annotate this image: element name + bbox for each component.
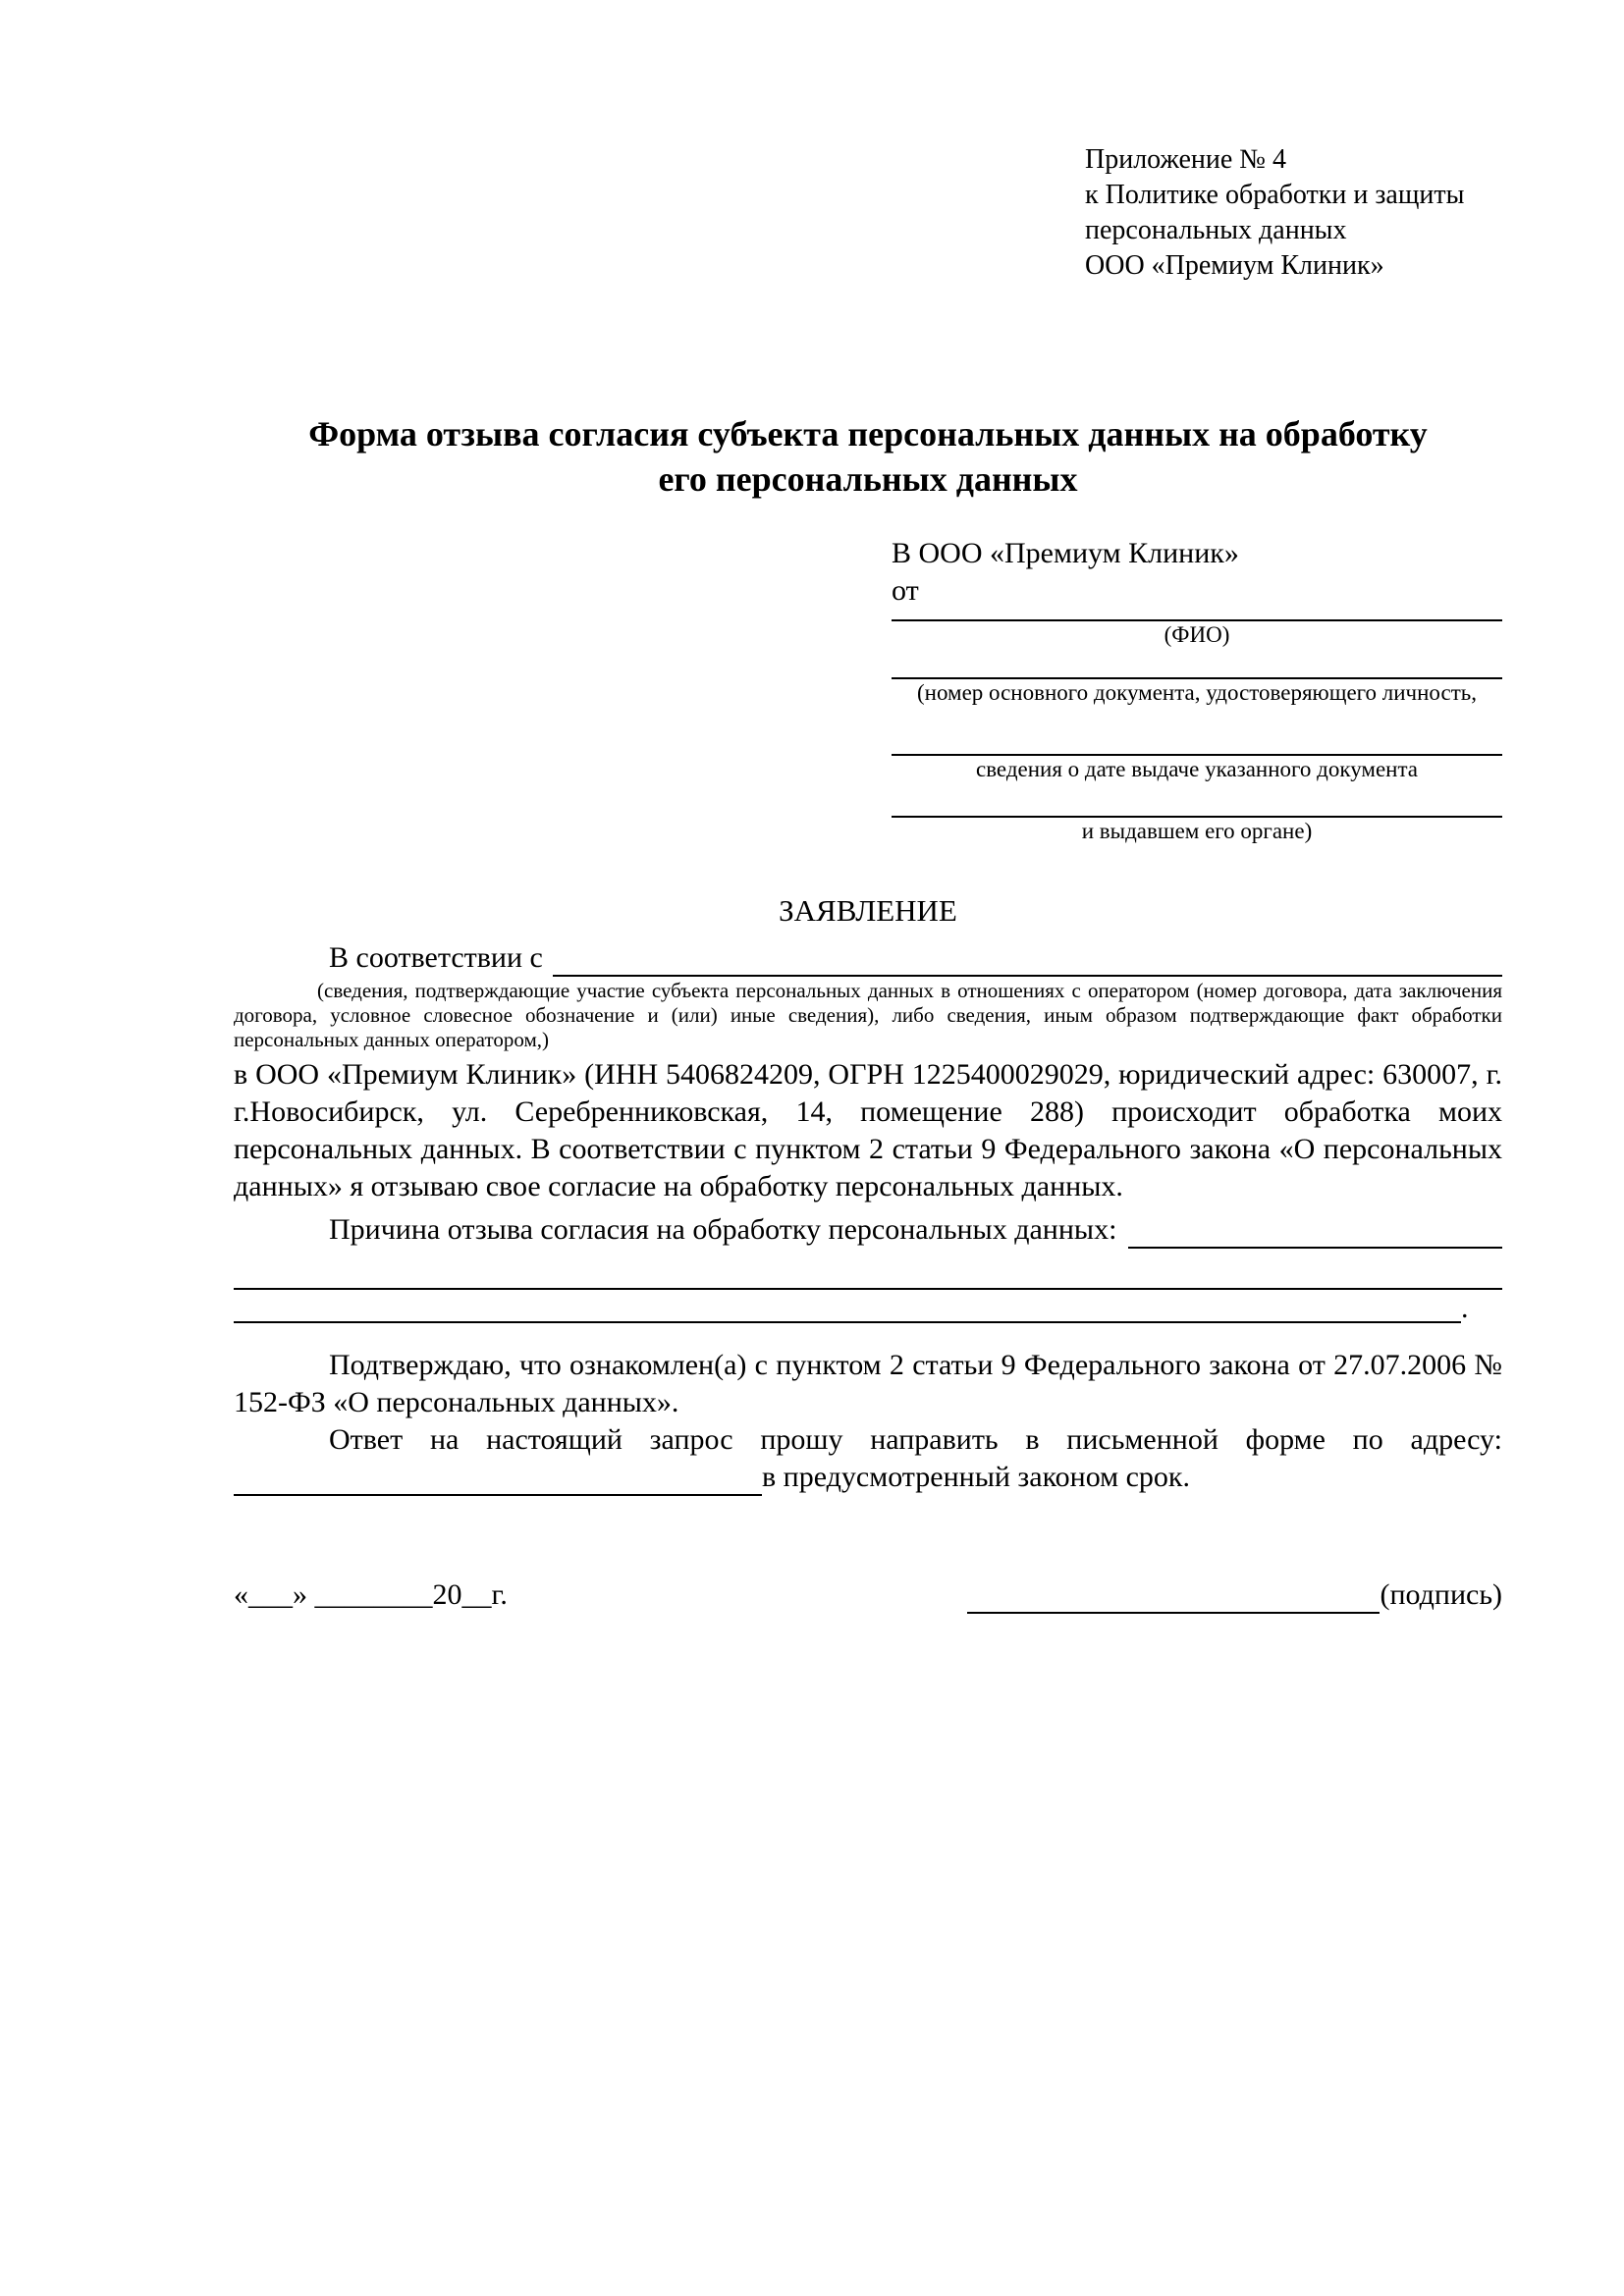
appendix-line: Приложение № 4 (1085, 144, 1286, 175)
reason-write-line-3 (234, 1290, 1502, 1323)
doc-date-write-line (892, 707, 1502, 756)
address-write-line (234, 1459, 762, 1496)
fio-write-line (892, 610, 1502, 621)
date-field: «___» ________20__г. (234, 1578, 508, 1611)
doc-number-caption: (номер основного документа, удостоверяющего личность, (916, 680, 1477, 705)
confirmation-paragraph: Подтверждаю, что ознакомлен(а) с пунктом 2 статьи 9 Федерального закона от 27.07.2006 № 152-ФЗ «О персональных данных». (234, 1349, 1502, 1418)
addressee-block (892, 535, 1502, 845)
addressee-to: В ООО «Премиум Клиник» (892, 537, 1239, 569)
intro-label: В соответствии с (329, 941, 543, 974)
appendix-line: персональных данных (1085, 215, 1347, 245)
fio-caption: (ФИО) (1164, 622, 1230, 647)
statement-heading: ЗАЯВЛЕНИЕ (779, 893, 957, 928)
reason-end-period: . (1461, 1292, 1469, 1324)
doc-date-caption: сведения о дате выдаче указанного документа (975, 757, 1419, 781)
appendix-line: к Политике обработки и защиты (1085, 180, 1465, 210)
reason-write-line-3-rule (234, 1290, 1461, 1323)
signature-group (967, 1576, 1502, 1614)
document-title-line2: его персональных данных (658, 459, 1078, 499)
reply-address-line (234, 1459, 1502, 1496)
appendix-line: ООО «Премиум Клиник» (1085, 250, 1384, 281)
reason-label: Причина отзыва согласия на обработку персональных данных: (329, 1213, 1117, 1246)
document-title (234, 411, 1502, 502)
signature-caption: (подпись) (1380, 1578, 1502, 1611)
date-signature-row (234, 1576, 1502, 1614)
intro-write-line (553, 939, 1502, 977)
reply-request-paragraph: Ответ на настоящий запрос прошу направить в письменной форме по адресу: (329, 1423, 1502, 1456)
document-title-line1: Форма отзыва согласия субъекта персональных данных на обработку (308, 414, 1428, 454)
statement-body: в ООО «Премиум Клиник» (ИНН 5406824209, ОГРН 1225400029029, юридический адрес: 630007, г. г.Новосибирск, ул. Серебренниковская, 14, помещение 288) происходит обработка моих персональных данных. В соответствии с пунктом 2 статьи 9 Федерального закона «О персональных данных» я отзываю свое согласие на обработку персональных данных. (234, 1058, 1502, 1202)
appendix-block (1085, 142, 1502, 284)
doc-issuer-caption: и выдавшем его органе) (1081, 819, 1313, 843)
doc-issuer-write-line (892, 783, 1502, 818)
doc-number-write-line (892, 649, 1502, 679)
reason-write-line-2 (234, 1249, 1502, 1290)
intro-line (234, 939, 1502, 977)
reason-write-line (1128, 1211, 1502, 1249)
addressee-from: от (892, 574, 919, 607)
intro-caption: (сведения, подтверждающие участие субъекта персональных данных в отношениях с оператором (номер договора, дата заключения договора, условное словесное обозначение и (или) иные сведения), либо сведения, иным образом подтверждающие факт обработки персональных данных оператором,) (234, 979, 1502, 1051)
reason-line (234, 1211, 1502, 1249)
reply-tail: в предусмотренный законом срок. (762, 1461, 1190, 1493)
signature-write-line (967, 1580, 1380, 1614)
